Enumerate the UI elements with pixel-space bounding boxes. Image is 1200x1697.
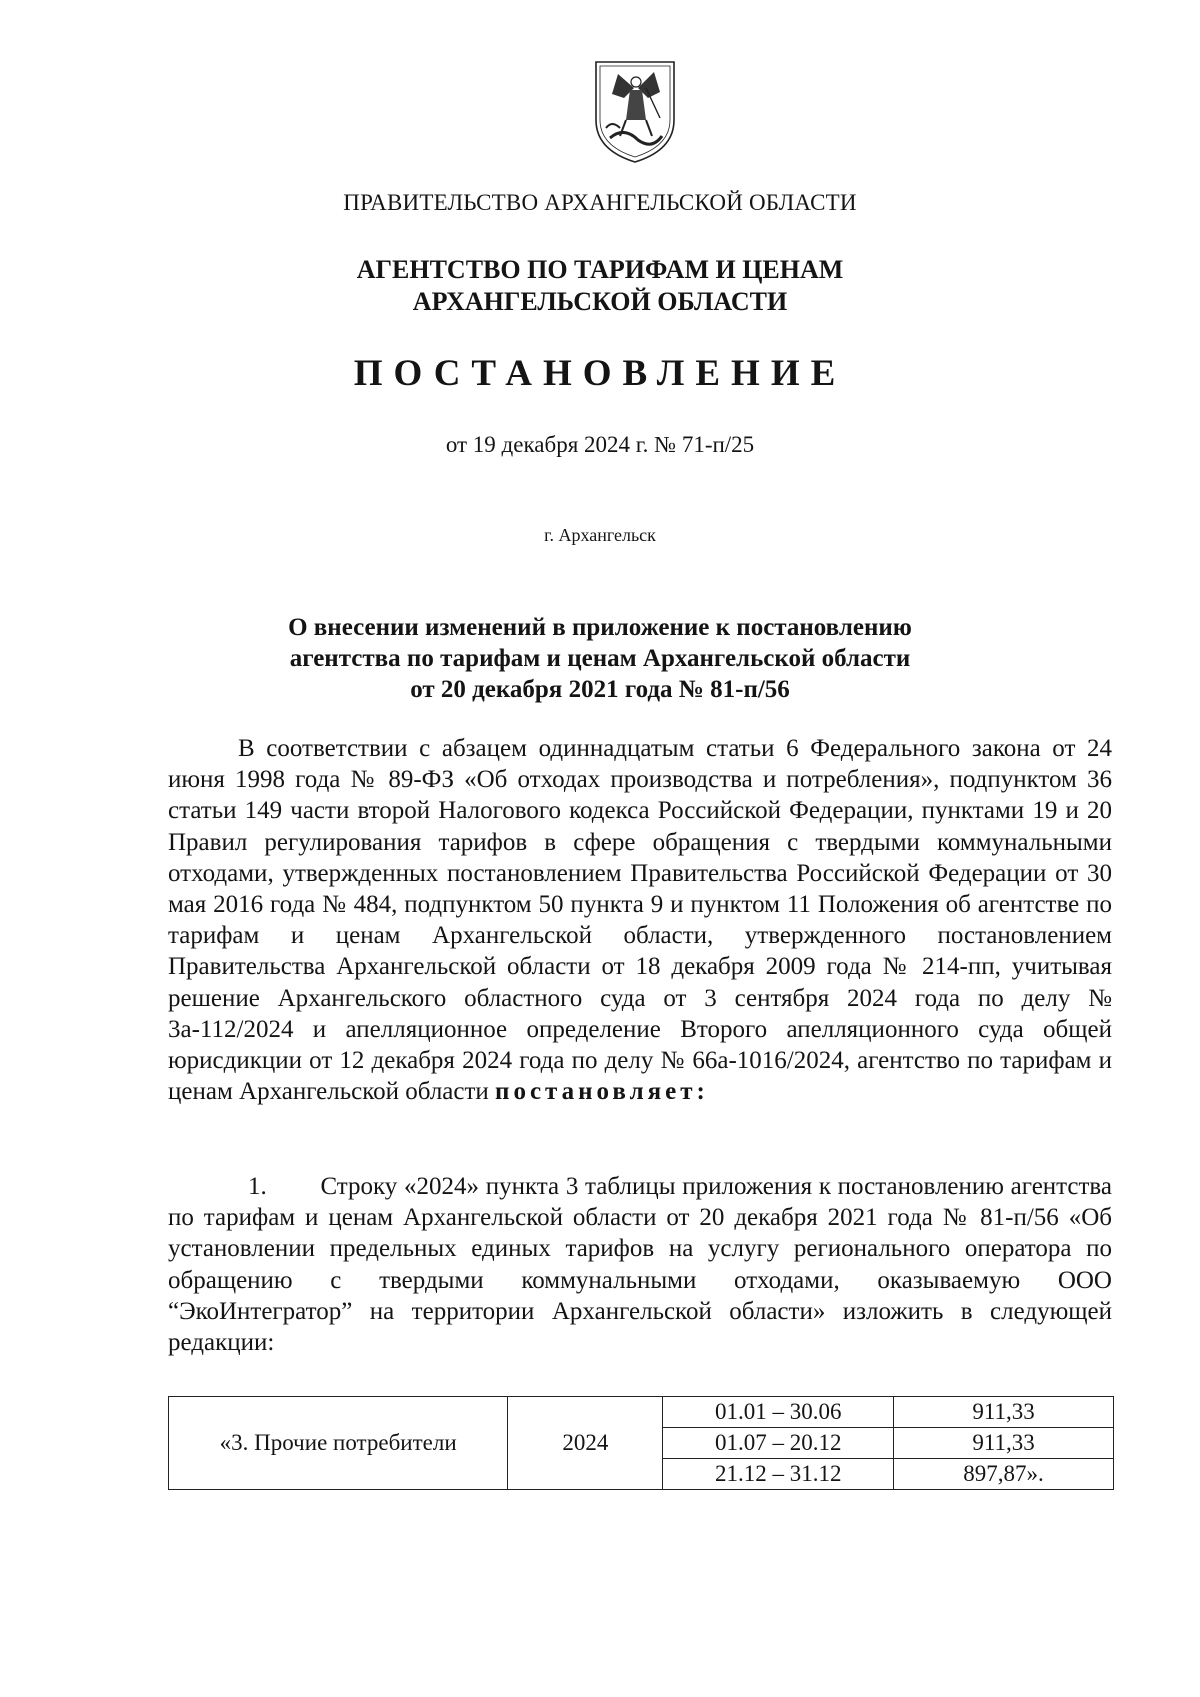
government-name: ПРАВИТЕЛЬСТВО АРХАНГЕЛЬСКОЙ ОБЛАСТИ: [343, 190, 857, 215]
preamble-text: В соответствии с абзацем одиннадцатым статьи 6 Федерального закона от 24 июня 1998 года № 89-ФЗ «Об отходах производства и потребления», подпунктом 36 статьи 149 части второй Налогового кодекса Российской Федерации, пунктами 19 и 20 Правил регулирования тарифов в сфере обращения с твердыми коммунальными отходами, утвержденных постановлением Правительства Российской Федерации от 30 мая 2016 года № 484, подпунктом 50 пункта 9 и пунктом 11 Положения об агентстве по тарифам и ценам Архангельской области, утвержденного постановлением Правительства Архангельской области от 18 декабря 2009 года № 214-пп, учитывая решение Архангельского областного суда от 3 сентября 2024 года по делу № 3а-112/2024 и апелляционное определение Второго апелляционного суда общей юрисдикции от 12 декабря 2024 года по делу № 66а-1016/2024, агентство по тарифам и ценам Архангельской области: [168, 735, 1112, 1106]
document-date-number: от 19 декабря 2024 г. № 71-п/25: [445, 432, 755, 457]
tariff-table: [168, 1396, 1114, 1490]
document-type: ПОСТАНОВЛЕНИЕ: [353, 353, 847, 394]
agency-name: [0, 254, 1200, 318]
subject-line3: от 20 декабря 2021 года № 81-п/56: [410, 676, 790, 703]
item-1-paragraph: [168, 1171, 1112, 1358]
period-cell: 01.01 – 30.06: [663, 1397, 894, 1428]
value-cell: 911,33: [894, 1428, 1114, 1459]
category-cell: «3. Прочие потребители: [169, 1397, 508, 1490]
document-city: г. Архангельск: [544, 525, 656, 545]
table-row: [169, 1397, 1114, 1428]
document-subject: [0, 612, 1200, 705]
preamble-paragraph: [168, 733, 1112, 1107]
resolves-word: постановляет:: [495, 1078, 709, 1106]
item-1-text: Строку «2024» пункта 3 таблицы приложения к постановлению агентства по тарифам и ценам Архангельской области от 20 декабря 2021 года № 81-п/56 «Об установлении предельных единых тарифов на услугу регионального оператора по обращению с твердыми коммунальными отходами, оказываемую ООО “ЭкоИнтегратор” на территории Архангельской области» изложить в следующей редакции:: [168, 1173, 1112, 1357]
period-cell: 21.12 – 31.12: [663, 1459, 894, 1490]
subject-line1: О внесении изменений в приложение к постановлению: [288, 614, 912, 641]
subject-line2: агентства по тарифам и ценам Архангельской области: [289, 645, 911, 672]
item-1-number: 1.: [248, 1173, 267, 1200]
year-cell: 2024: [508, 1397, 663, 1490]
agency-name-line2: АРХАНГЕЛЬСКОЙ ОБЛАСТИ: [412, 287, 788, 316]
value-cell: 911,33: [894, 1397, 1114, 1428]
value-cell: 897,87».: [894, 1459, 1114, 1490]
period-cell: 01.07 – 20.12: [663, 1428, 894, 1459]
agency-name-line1: АГЕНТСТВО ПО ТАРИФАМ И ЦЕНАМ: [356, 255, 844, 284]
coat-of-arms-icon: [590, 58, 680, 166]
